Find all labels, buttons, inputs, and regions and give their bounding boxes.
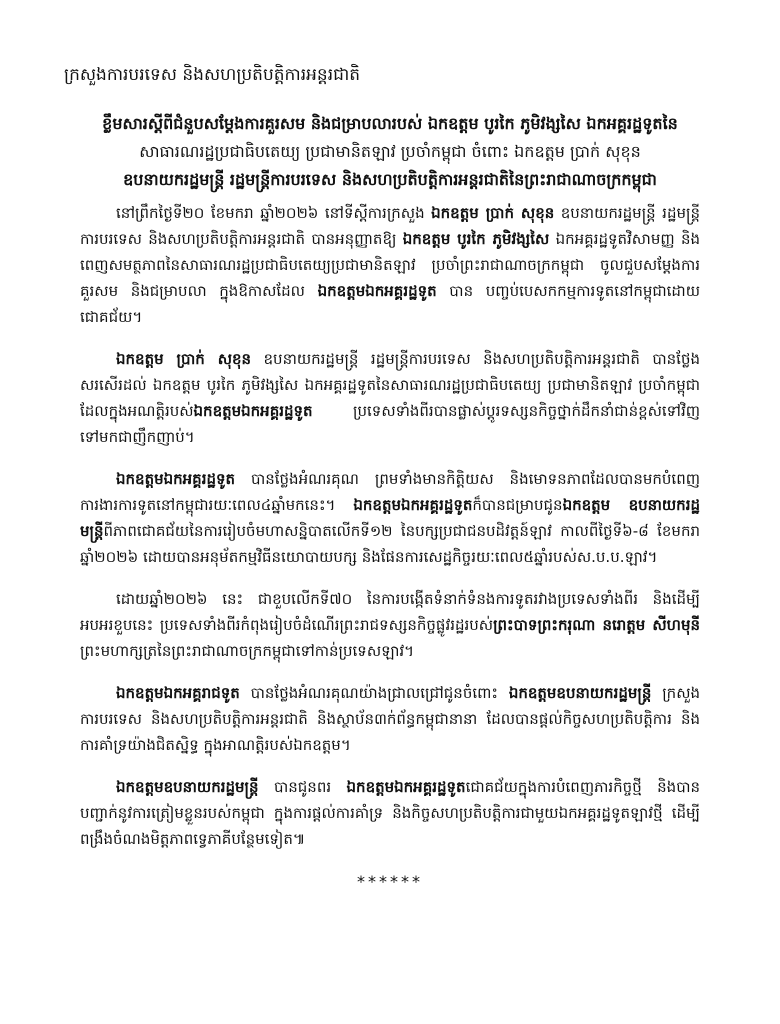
p1-text-e: ឯកអគ្គរដ្ឋទូតវិសាមញ្ញ និងពេញសមត្ថភាពនៃសាធារណរដ្ឋប្រជាធិបតេយ្យប្រជាមានិតឡាវ ប្រចាំព្រះរាជាណាចក្រកម្ពុជា ចូលជួបសម្តែងការគួរសម និងជម្រាបលា ក្នុងឱកាសដែល xyxy=(80,230,700,300)
p5-bold-a: ឯកឧត្តមឯកអគ្គរាជទូត xyxy=(116,684,240,702)
p6-text-d: ជោគជ័យក្នុងការបំពេញភារកិច្ចថ្មី និងបានបញ្ជាក់នូវការត្រៀមខ្លួនរបស់កម្ពុជា ក្នុងការផ្តល់ការគាំទ្រ និងកិច្ចសហប្រតិបត្តិការជាមួយឯកអគ្គរដ្ឋទូតឡាវថ្មី ដើម្បីពង្រឹងចំណងមិត្តភាពទ្វេភាគីបន្ថែមទៀត៕ xyxy=(80,778,700,848)
p4-bold-b: ព្រះបាទព្រះករុណា នរោត្តម សីហមុនី xyxy=(493,616,700,634)
p5-text-b: បានថ្លែងអំណរគុណយ៉ាងជ្រាលជ្រៅជូនចំពោះ xyxy=(239,684,509,702)
document-title xyxy=(80,110,700,194)
p6-text-b: បានជូនពរ xyxy=(258,778,347,796)
p3-bold-c: ឯកឧត្តមឯកអគ្គរដ្ឋទូត xyxy=(353,496,473,514)
title-line-1: ខ្លឹមសារស្តីពីជំនួបសម្តែងការគួរសម និងជម្រាបលារបស់ ឯកឧត្តម បូរកៃ ភូមិវង្សសៃ ឯកអគ្គរដ្ឋទូតនៃ xyxy=(102,114,678,133)
ministry-name: ក្រសួងការបរទេស និងសហប្រតិបត្តិការអន្តរជាតិ xyxy=(64,65,361,85)
p6-bold-a: ឯកឧត្តមឧបនាយករដ្ឋមន្ត្រី xyxy=(116,778,259,796)
p1-bold-b: ឯកឧត្តម ប្រាក់ សុខុន xyxy=(431,204,555,222)
paragraph-5 xyxy=(80,680,700,758)
paragraph-2 xyxy=(80,346,700,450)
end-mark: ****** xyxy=(357,872,423,891)
paragraph-4 xyxy=(80,586,700,664)
p3-text-b: បានថ្លែងអំណរគុណ ព្រមទាំងមានកិត្តិយស និងមោទនភាពដែលបានមកបំពេញការងារការទូតនៅកម្ពុជារយៈពេល៤ឆ្នាំមកនេះ។ xyxy=(80,470,700,514)
p1-text-g: បាន បញ្ចប់បេសកកម្មការទូតនៅកម្ពុជាដោយជោគជ័យ។ xyxy=(80,282,700,326)
p3-text-f: ពីភាពជោគជ័យនៃការរៀបចំមហាសន្និបាតលើកទី១២ នៃបក្សប្រជាជនបដិវត្តន៍ឡាវ កាលពីថ្ងៃទី៦-៨ ខែមករា ឆ្នាំ២០២៦ ដោយបានអនុម័តកម្មវិធីនយោបាយបក្ស និងផែនការសេដ្ឋកិច្ចរយៈពេល៥ឆ្នាំរបស់ស.ប.ប.ឡាវ។ xyxy=(80,522,700,566)
p2-bold-a: ឯកឧត្តម ប្រាក់ សុខុន xyxy=(116,350,252,368)
paragraph-3 xyxy=(80,466,700,570)
p1-bold-f: ឯកឧត្តមឯកអគ្គរដ្ឋទូត xyxy=(317,282,437,300)
p1-text-c: ឧបនាយករដ្ឋមន្ត្រី រដ្ឋមន្ត្រីការបរទេស និងសហប្រតិបត្តិការអន្តរជាតិ បានអនុញ្ញាតឱ្យ xyxy=(80,204,700,248)
title-line-2: សាធារណរដ្ឋប្រជាធិបតេយ្យ ប្រជាមានិតឡាវ ប្រចាំកម្ពុជា ចំពោះ ឯកឧត្តម ប្រាក់ សុខុន xyxy=(139,142,641,161)
p1-bold-d: ឯកឧត្តម បូរកៃ ភូមិវង្សសៃ xyxy=(402,230,550,248)
paragraph-6 xyxy=(80,774,700,852)
title-line-3: ឧបនាយករដ្ឋមន្ត្រី រដ្ឋមន្ត្រីការបរទេស និងសហប្រតិបត្តិការអន្តរជាតិនៃព្រះរាជាណាចក្រកម្ពុជា xyxy=(123,170,657,189)
paragraph-1 xyxy=(80,200,700,330)
p6-bold-c: ឯកឧត្តមឯកអគ្គរដ្ឋទូត xyxy=(346,778,466,796)
p3-bold-e: ឯកឧត្តម ឧបនាយករដ្ឋមន្ត្រី xyxy=(80,496,700,540)
p2-text-d: ប្រទេសទាំងពីរបានផ្លាស់ប្តូរទស្សនកិច្ចថ្នាក់ដឹកនាំជាន់ខ្ពស់ទៅវិញទៅមកជាញឹកញាប់។ xyxy=(80,402,700,446)
p4-text-c: ព្រះមហាក្សត្រនៃព្រះរាជាណាចក្រកម្ពុជាទៅកាន់ប្រទេសឡាវ។ xyxy=(80,642,415,660)
p4-text-a: ដោយឆ្នាំ២០២៦ នេះ ជាខួបលើកទី៧០ នៃការបង្កើតទំនាក់ទំនងការទូតរវាងប្រទេសទាំងពីរ និងដើម្បីអបអរខួបនេះ ប្រទេសទាំងពីរកំពុងរៀបចំដំណើរព្រះរាជទស្សនកិច្ចផ្លូវរដ្ឋរបស់ xyxy=(80,590,700,634)
p1-text-a: នៅព្រឹកថ្ងៃទី២០ ខែមករា ឆ្នាំ២០២៦ នៅទីស្តីការក្រសួង xyxy=(116,204,432,222)
p2-bold-c: ឯកឧត្តមឯកអគ្គរដ្ឋទូត xyxy=(193,402,313,420)
p3-bold-a: ឯកឧត្តមឯកអគ្គរដ្ឋទូត xyxy=(116,470,236,488)
p5-text-d: ក្រសួងការបរទេស និងសហប្រតិបត្តិការអន្តរជាតិ និងស្ថាប័ន៣ក់ព័ន្ធកម្ពុជានានា ដែលបានផ្តល់កិច្ចសហប្រតិបត្តិការ និងការគាំទ្រយ៉ាងជិតស្និទ្ធ ក្នុងអាណត្តិរបស់ឯកឧត្តម។ xyxy=(80,684,701,754)
p2-text-b: ឧបនាយករដ្ឋមន្ត្រី រដ្ឋមន្ត្រីការបរទេស និងសហប្រតិបត្តិការអន្តរជាតិ បានថ្លែង សរសើរដល់ ឯកឧត្តម បូរកៃ ភូមិវង្សសៃ ឯកអគ្គរដ្ឋទូតនៃសាធារណរដ្ឋប្រជាធិបតេយ្យ ប្រជាមានិតឡាវ ប្រចាំកម្ពុជា ដែលក្នុងអណត្តិរបស់ xyxy=(80,350,700,420)
p5-bold-c: ឯកឧត្តមឧបនាយករដ្ឋមន្ត្រី xyxy=(508,684,652,702)
p3-text-d: ក៏បានជម្រាបជូន xyxy=(472,496,563,514)
